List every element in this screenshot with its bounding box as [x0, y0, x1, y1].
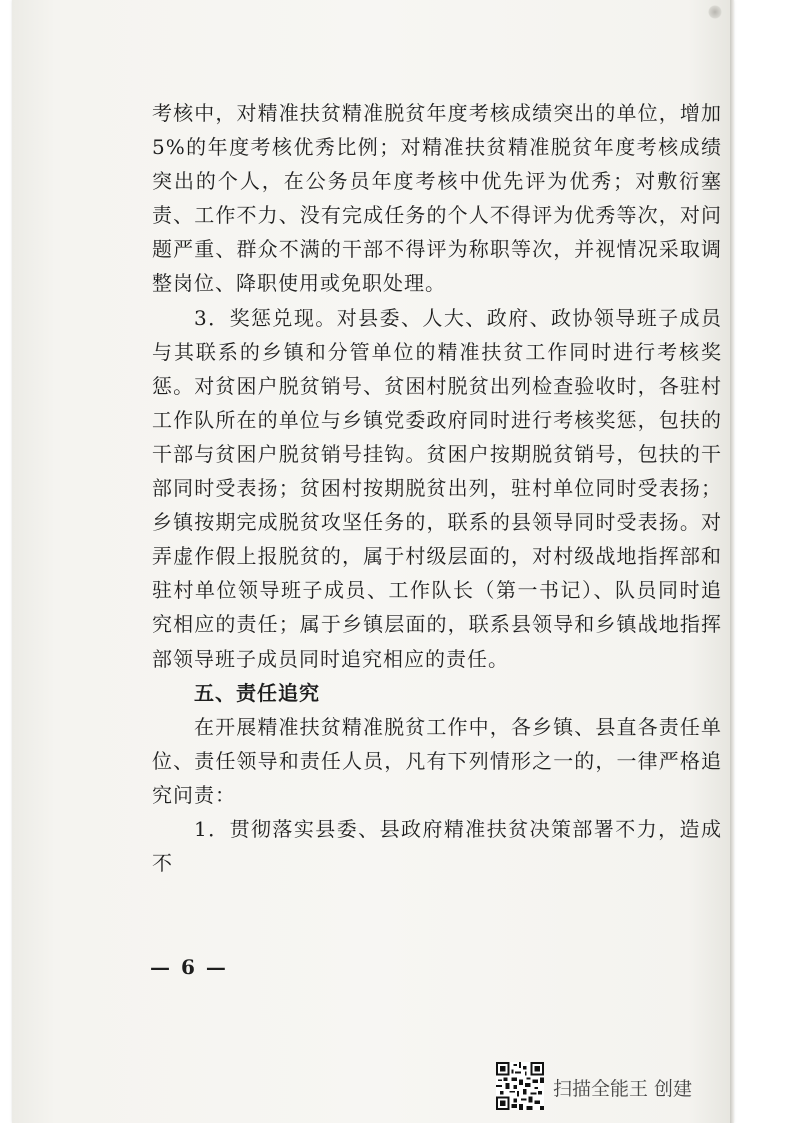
qr-code-icon — [496, 1062, 544, 1110]
scan-artifact — [708, 5, 722, 19]
document-body — [152, 96, 722, 880]
scanner-credit: 扫描全能王 创建 — [553, 1078, 693, 1100]
page-edge-shadow — [730, 0, 734, 1123]
section-heading: 五、责任追究 — [194, 680, 320, 705]
paragraph-1: 考核中，对精准扶贫精准脱贫年度考核成绩突出的单位，增加5%的年度考核优秀比例；对精准扶贫精准脱贫年度考核成绩突出的个人，在公务员年度考核中优先评为优秀；对敷衍塞责、工作不力、没有完成任务的个人不得评为优秀等次，对问题严重、群众不满的干部不得评为称职等次，并视情况采取调整岗位、降职使用或免职处理。 — [152, 101, 722, 296]
paragraph-accountability-intro: 在开展精准扶贫精准脱贫工作中，各乡镇、县直各责任单位、责任领导和责任人员，凡有下列情形之一的，一律严格追究问责： — [152, 714, 722, 807]
paragraph-item-1: 1．贯彻落实县委、县政府精准扶贫决策部署不力，造成不 — [152, 816, 722, 876]
paragraph-rewards-penalties: 3．奖惩兑现。对县委、人大、政府、政协领导班子成员与其联系的乡镇和分管单位的精准扶贫工作同时进行考核奖惩。对贫困户脱贫销号、贫困村脱贫出列检查验收时，各驻村工作队所在的单位与乡镇党委政府同时进行考核奖惩，包扶的干部与贫困户脱贫销号挂钩。贫困户按期脱贫销号，包扶的干部同时受表扬；贫困村按期脱贫出列，驻村单位同时受表扬；乡镇按期完成脱贫攻坚任务的，联系的县领导同时受表扬。对弄虚作假上报脱贫的，属于村级层面的，对村级战地指挥部和驻村单位领导班子成员、工作队长（第一书记）、队员同时追究相应的责任；属于乡镇层面的，联系县领导和乡镇战地指挥部领导班子成员同时追究相应的责任。 — [152, 305, 722, 671]
page-number: — 6 — — [150, 955, 228, 979]
